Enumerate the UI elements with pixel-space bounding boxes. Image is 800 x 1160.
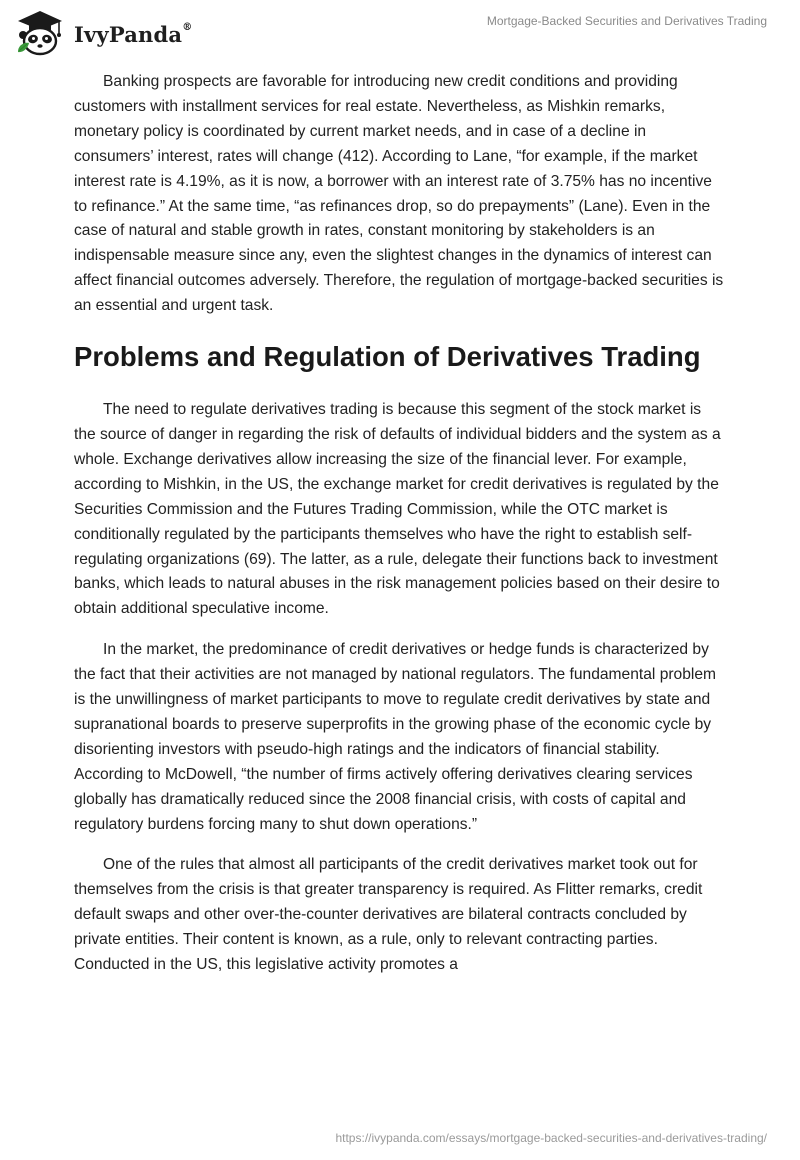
panda-graduation-cap-icon xyxy=(14,8,66,56)
section-heading: Problems and Regulation of Derivatives Trading xyxy=(74,341,701,373)
paragraph-need-to-regulate: The need to regulate derivatives trading is because this segment of the stock market is the source of danger in regarding the risk of defaults of individual bidders and the system as a whole. Exchange derivatives allow increasing the size of the financial lever. For example, according to Mishkin, in the US, the exchange market for credit derivatives is regulated by the Securities Commission and the Futures Trading Commission, while the OTC market is conditionally regulated by the participants themselves who have the right to establish self-regulating organizations (69). The latter, as a rule, delegate their functions back to investment banks, which leads to natural abuses in the risk management policies based on their desire to obtain additional speculative income. xyxy=(74,401,721,618)
document-title: Mortgage-Backed Securities and Derivatives Trading xyxy=(486,14,767,28)
logo-wordmark: IvyPanda® xyxy=(74,21,193,47)
ivypanda-logo[interactable] xyxy=(14,8,192,56)
source-url[interactable]: https://ivypanda.com/essays/mortgage-backed-securities-and-derivatives-trading/ xyxy=(335,1131,767,1145)
page-header xyxy=(0,0,800,64)
paragraph-transparency-rules: One of the rules that almost all participants of the credit derivatives market took out for themselves from the crisis is that greater transparency is required. As Flitter remarks, credit default swaps and other over-the-counter derivatives are bilateral contracts concluded by private entities. Their content is known, as a rule, only to relevant contracting parties. Conducted in the US, this legislative activity promotes a xyxy=(74,856,703,974)
essay-content xyxy=(74,70,726,994)
paragraph-banking-prospects: Banking prospects are favorable for introducing new credit conditions and providing customers with installment services for real estate. Nevertheless, as Mishkin remarks, monetary policy is coordinated by current market needs, and in case of a decline in consumers’ interest, rates will change (412). According to Lane, “for example, if the market interest rate is 4.19%, as it is now, a borrower with an interest rate of 3.75% has no incentive to refinance.” At the same time, “as refinances drop, so do prepayments” (Lane). Even in the case of natural and stable growth in rates, constant monitoring by stakeholders is an indispensable measure since any, even the slightest changes in the dynamics of interest can affect financial outcomes adversely. Therefore, the regulation of mortgage-backed securities is an essential and urgent task. xyxy=(74,73,724,315)
paragraph-market-predominance: In the market, the predominance of credit derivatives or hedge funds is characterized by the fact that their activities are not managed by national regulators. The fundamental problem is the unwillingness of market participants to move to regulate credit derivatives by state and supranational boards to preserve superprofits in the growing phase of the economic cycle by disorienting investors with pseudo-high ratings and the indicators of financial stability. According to McDowell, “the number of firms actively offering derivatives clearing services globally has dramatically reduced since the 2008 financial crisis, with costs of capital and regulatory burdens forcing many to shut down operations.” xyxy=(74,641,717,833)
